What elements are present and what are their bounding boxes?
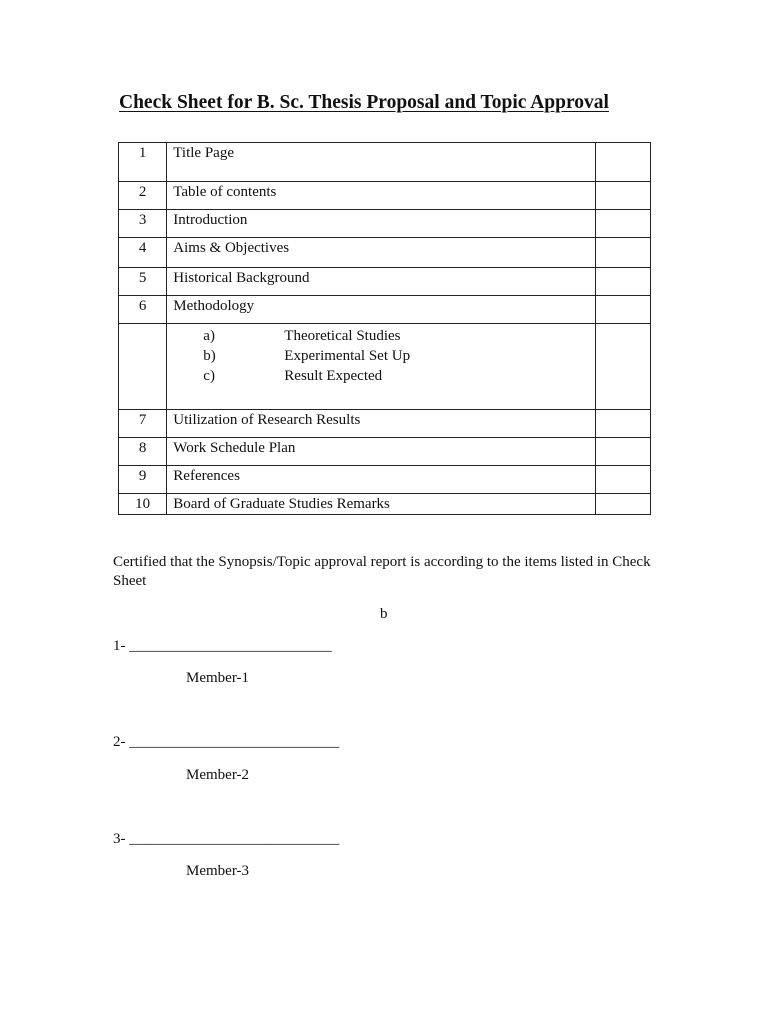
subitem-letter: c) bbox=[203, 368, 215, 384]
subitem-label: Experimental Set Up bbox=[284, 348, 411, 364]
row-number: 1 bbox=[119, 143, 167, 182]
check-box-cell bbox=[596, 238, 651, 268]
subitem-label: Theoretical Studies bbox=[284, 328, 401, 344]
list-item bbox=[173, 366, 595, 386]
signature-line-3: 3- ____________________________ bbox=[113, 831, 340, 847]
signature-line-1: 1- ___________________________ bbox=[113, 638, 332, 654]
table-row bbox=[119, 438, 651, 466]
row-number: 8 bbox=[119, 438, 167, 466]
row-number: 9 bbox=[119, 466, 167, 494]
table-row bbox=[119, 410, 651, 438]
subitem-letter: b) bbox=[203, 348, 216, 364]
row-number bbox=[119, 324, 167, 410]
table-row bbox=[119, 182, 651, 210]
row-label: Board of Graduate Studies Remarks bbox=[167, 494, 596, 515]
row-label: Introduction bbox=[167, 210, 596, 238]
table-row bbox=[119, 268, 651, 296]
row-label: Aims & Objectives bbox=[167, 238, 596, 268]
table-row bbox=[119, 296, 651, 324]
check-box-cell bbox=[596, 210, 651, 238]
check-box-cell bbox=[596, 438, 651, 466]
member-label-1: Member-1 bbox=[186, 670, 250, 686]
row-label: Historical Background bbox=[167, 268, 596, 296]
row-label: Methodology bbox=[167, 296, 596, 324]
check-box-cell bbox=[596, 268, 651, 296]
table-row bbox=[119, 324, 651, 410]
table-row bbox=[119, 238, 651, 268]
certification-text: Certified that the Synopsis/Topic approval report is according to the items listed in Check Sheet bbox=[113, 554, 651, 589]
row-label: Work Schedule Plan bbox=[167, 438, 596, 466]
methodology-subitem-list bbox=[173, 326, 595, 386]
row-label: References bbox=[167, 466, 596, 494]
row-number: 2 bbox=[119, 182, 167, 210]
row-number: 5 bbox=[119, 268, 167, 296]
table-row bbox=[119, 466, 651, 494]
check-box-cell bbox=[596, 410, 651, 438]
page-title: Check Sheet for B. Sc. Thesis Proposal and Topic Approval bbox=[119, 92, 609, 113]
row-label: Utilization of Research Results bbox=[167, 410, 596, 438]
table-row bbox=[119, 494, 651, 515]
check-box-cell bbox=[596, 494, 651, 515]
stray-mark: b bbox=[380, 606, 388, 622]
row-number: 6 bbox=[119, 296, 167, 324]
member-label-2: Member-2 bbox=[186, 767, 250, 783]
check-sheet-table bbox=[118, 142, 651, 515]
row-number: 10 bbox=[119, 494, 167, 515]
member-label-3: Member-3 bbox=[186, 863, 250, 879]
subitem-label: Result Expected bbox=[284, 368, 383, 384]
row-number: 3 bbox=[119, 210, 167, 238]
row-number: 4 bbox=[119, 238, 167, 268]
table-row bbox=[119, 210, 651, 238]
check-box-cell bbox=[596, 466, 651, 494]
row-label: Table of contents bbox=[167, 182, 596, 210]
methodology-subitems-cell bbox=[167, 324, 596, 410]
row-number: 7 bbox=[119, 410, 167, 438]
row-label: Title Page bbox=[167, 143, 596, 182]
list-item bbox=[173, 326, 595, 346]
check-box-cell bbox=[596, 182, 651, 210]
check-box-cell bbox=[596, 296, 651, 324]
check-box-cell bbox=[596, 324, 651, 410]
subitem-letter: a) bbox=[203, 328, 215, 344]
table-row bbox=[119, 143, 651, 182]
check-box-cell bbox=[596, 143, 651, 182]
signature-line-2: 2- ____________________________ bbox=[113, 734, 340, 750]
list-item bbox=[173, 346, 595, 366]
